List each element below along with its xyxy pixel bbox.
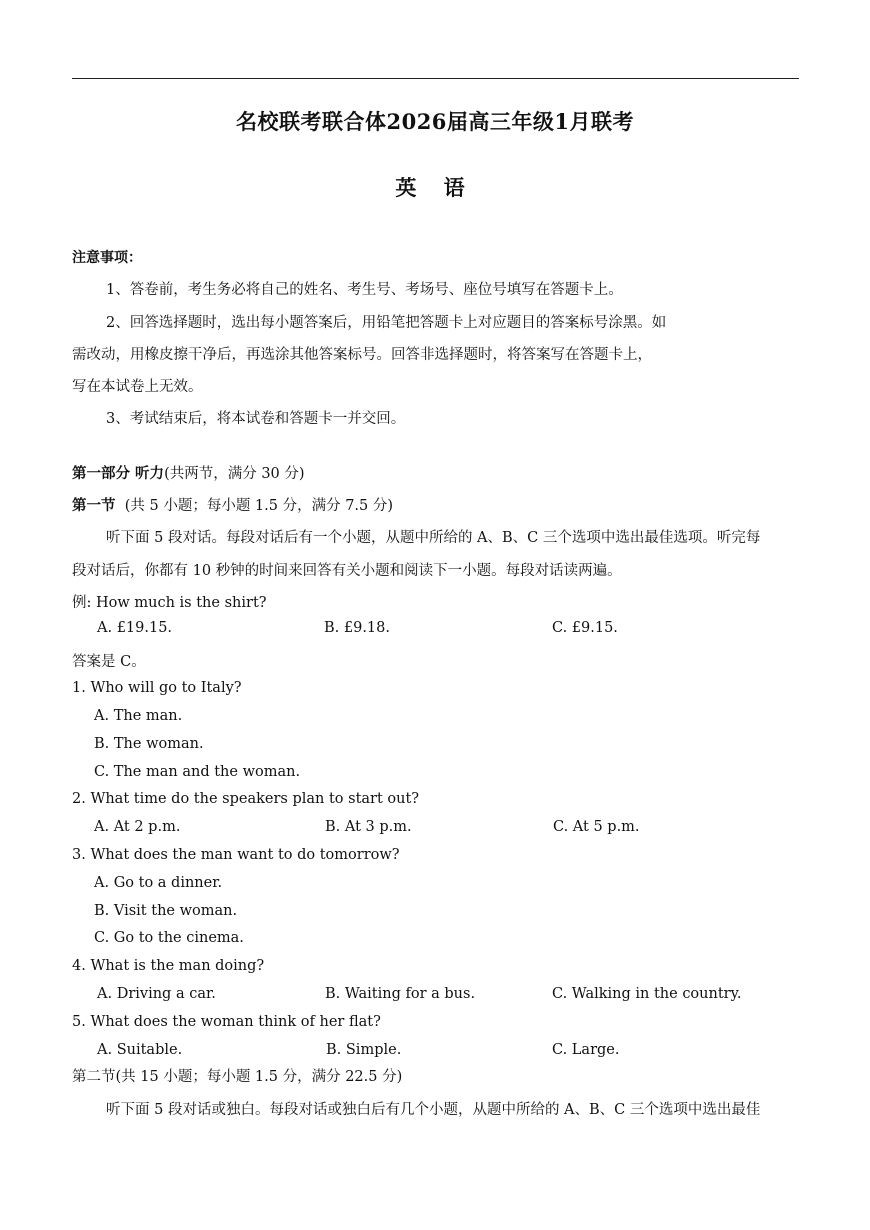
notice-item-1: 1、答卷前，考生务必将自己的姓名、考生号、考场号、座位号填写在答题卡上。 bbox=[106, 282, 623, 298]
part1-heading-bold: 第一部分 听力 bbox=[72, 465, 165, 482]
question-1: 1. Who will go to Italy? bbox=[72, 680, 242, 696]
section1-instructions-line-2: 段对话后，你都有 10 秒钟的时间来回答有关小题和阅读下一小题。每段对话读两遍。 bbox=[72, 563, 622, 579]
subject-title: 英 语 bbox=[395, 175, 475, 200]
question-3: 3. What does the man want to do tomorrow? bbox=[72, 847, 400, 863]
notice-heading: 注意事项： bbox=[72, 250, 142, 266]
top-rule bbox=[72, 78, 799, 79]
question-4-option-b: B. Waiting for a bus. bbox=[325, 986, 476, 1002]
notice-item-3: 3、考试结束后，将本试卷和答题卡一并交回。 bbox=[106, 411, 406, 427]
question-4-option-a: A. Driving a car. bbox=[97, 986, 216, 1002]
part1-heading bbox=[72, 462, 305, 483]
question-1-option-a: A. The man. bbox=[94, 708, 183, 724]
question-3-option-b: B. Visit the woman. bbox=[94, 903, 238, 919]
section2-heading: 第二节(共 15 小题；每小题 1.5 分，满分 22.5 分) bbox=[72, 1069, 403, 1085]
question-1-option-b: B. The woman. bbox=[94, 736, 204, 752]
section1-instructions-line-1: 听下面 5 段对话。每段对话后有一个小题，从题中所给的 A、B、C 三个选项中选出最佳选项。听完每 bbox=[106, 530, 761, 546]
question-3-option-c: C. Go to the cinema. bbox=[94, 930, 244, 946]
example-answer: 答案是 C。 bbox=[72, 654, 146, 670]
question-1-option-c: C. The man and the woman. bbox=[94, 764, 301, 780]
section2-instructions: 听下面 5 段对话或独白。每段对话或独白后有几个小题，从题中所给的 A、B、C 三个选项中选出最佳 bbox=[106, 1102, 761, 1118]
exam-title: 名校联考联合体2026届高三年级1月联考 bbox=[235, 109, 635, 134]
notice-item-2-line-2: 需改动，用橡皮擦干净后，再选涂其他答案标号。回答非选择题时，将答案写在答题卡上， bbox=[72, 347, 652, 363]
question-2-option-c: C. At 5 p.m. bbox=[553, 819, 640, 835]
example-option-a: A. £19.15. bbox=[97, 620, 173, 636]
section1-heading bbox=[72, 494, 393, 515]
example-question: 例: How much is the shirt? bbox=[72, 595, 267, 611]
question-4-option-c: C. Walking in the country. bbox=[552, 986, 742, 1002]
notice-item-2-line-3: 写在本试卷上无效。 bbox=[72, 379, 203, 395]
section1-heading-rest: (共 5 小题；每小题 1.5 分，满分 7.5 分) bbox=[124, 498, 394, 514]
question-2: 2. What time do the speakers plan to start out? bbox=[72, 791, 420, 807]
section1-heading-bold: 第一节 bbox=[72, 497, 116, 514]
example-option-c: C. £9.15. bbox=[552, 620, 618, 636]
question-2-option-b: B. At 3 p.m. bbox=[325, 819, 412, 835]
notice-item-2-line-1: 2、回答选择题时，选出每小题答案后，用铅笔把答题卡上对应题目的答案标号涂黑。如 bbox=[106, 315, 667, 331]
example-option-b: B. £9.18. bbox=[324, 620, 390, 636]
question-3-option-a: A. Go to a dinner. bbox=[94, 875, 223, 891]
question-2-option-a: A. At 2 p.m. bbox=[94, 819, 181, 835]
question-5-option-c: C. Large. bbox=[552, 1042, 620, 1058]
part1-heading-rest: (共两节，满分 30 分) bbox=[164, 466, 305, 482]
question-4: 4. What is the man doing? bbox=[72, 958, 265, 974]
question-5-option-a: A. Suitable. bbox=[97, 1042, 183, 1058]
question-5: 5. What does the woman think of her flat? bbox=[72, 1014, 381, 1030]
question-5-option-b: B. Simple. bbox=[326, 1042, 402, 1058]
